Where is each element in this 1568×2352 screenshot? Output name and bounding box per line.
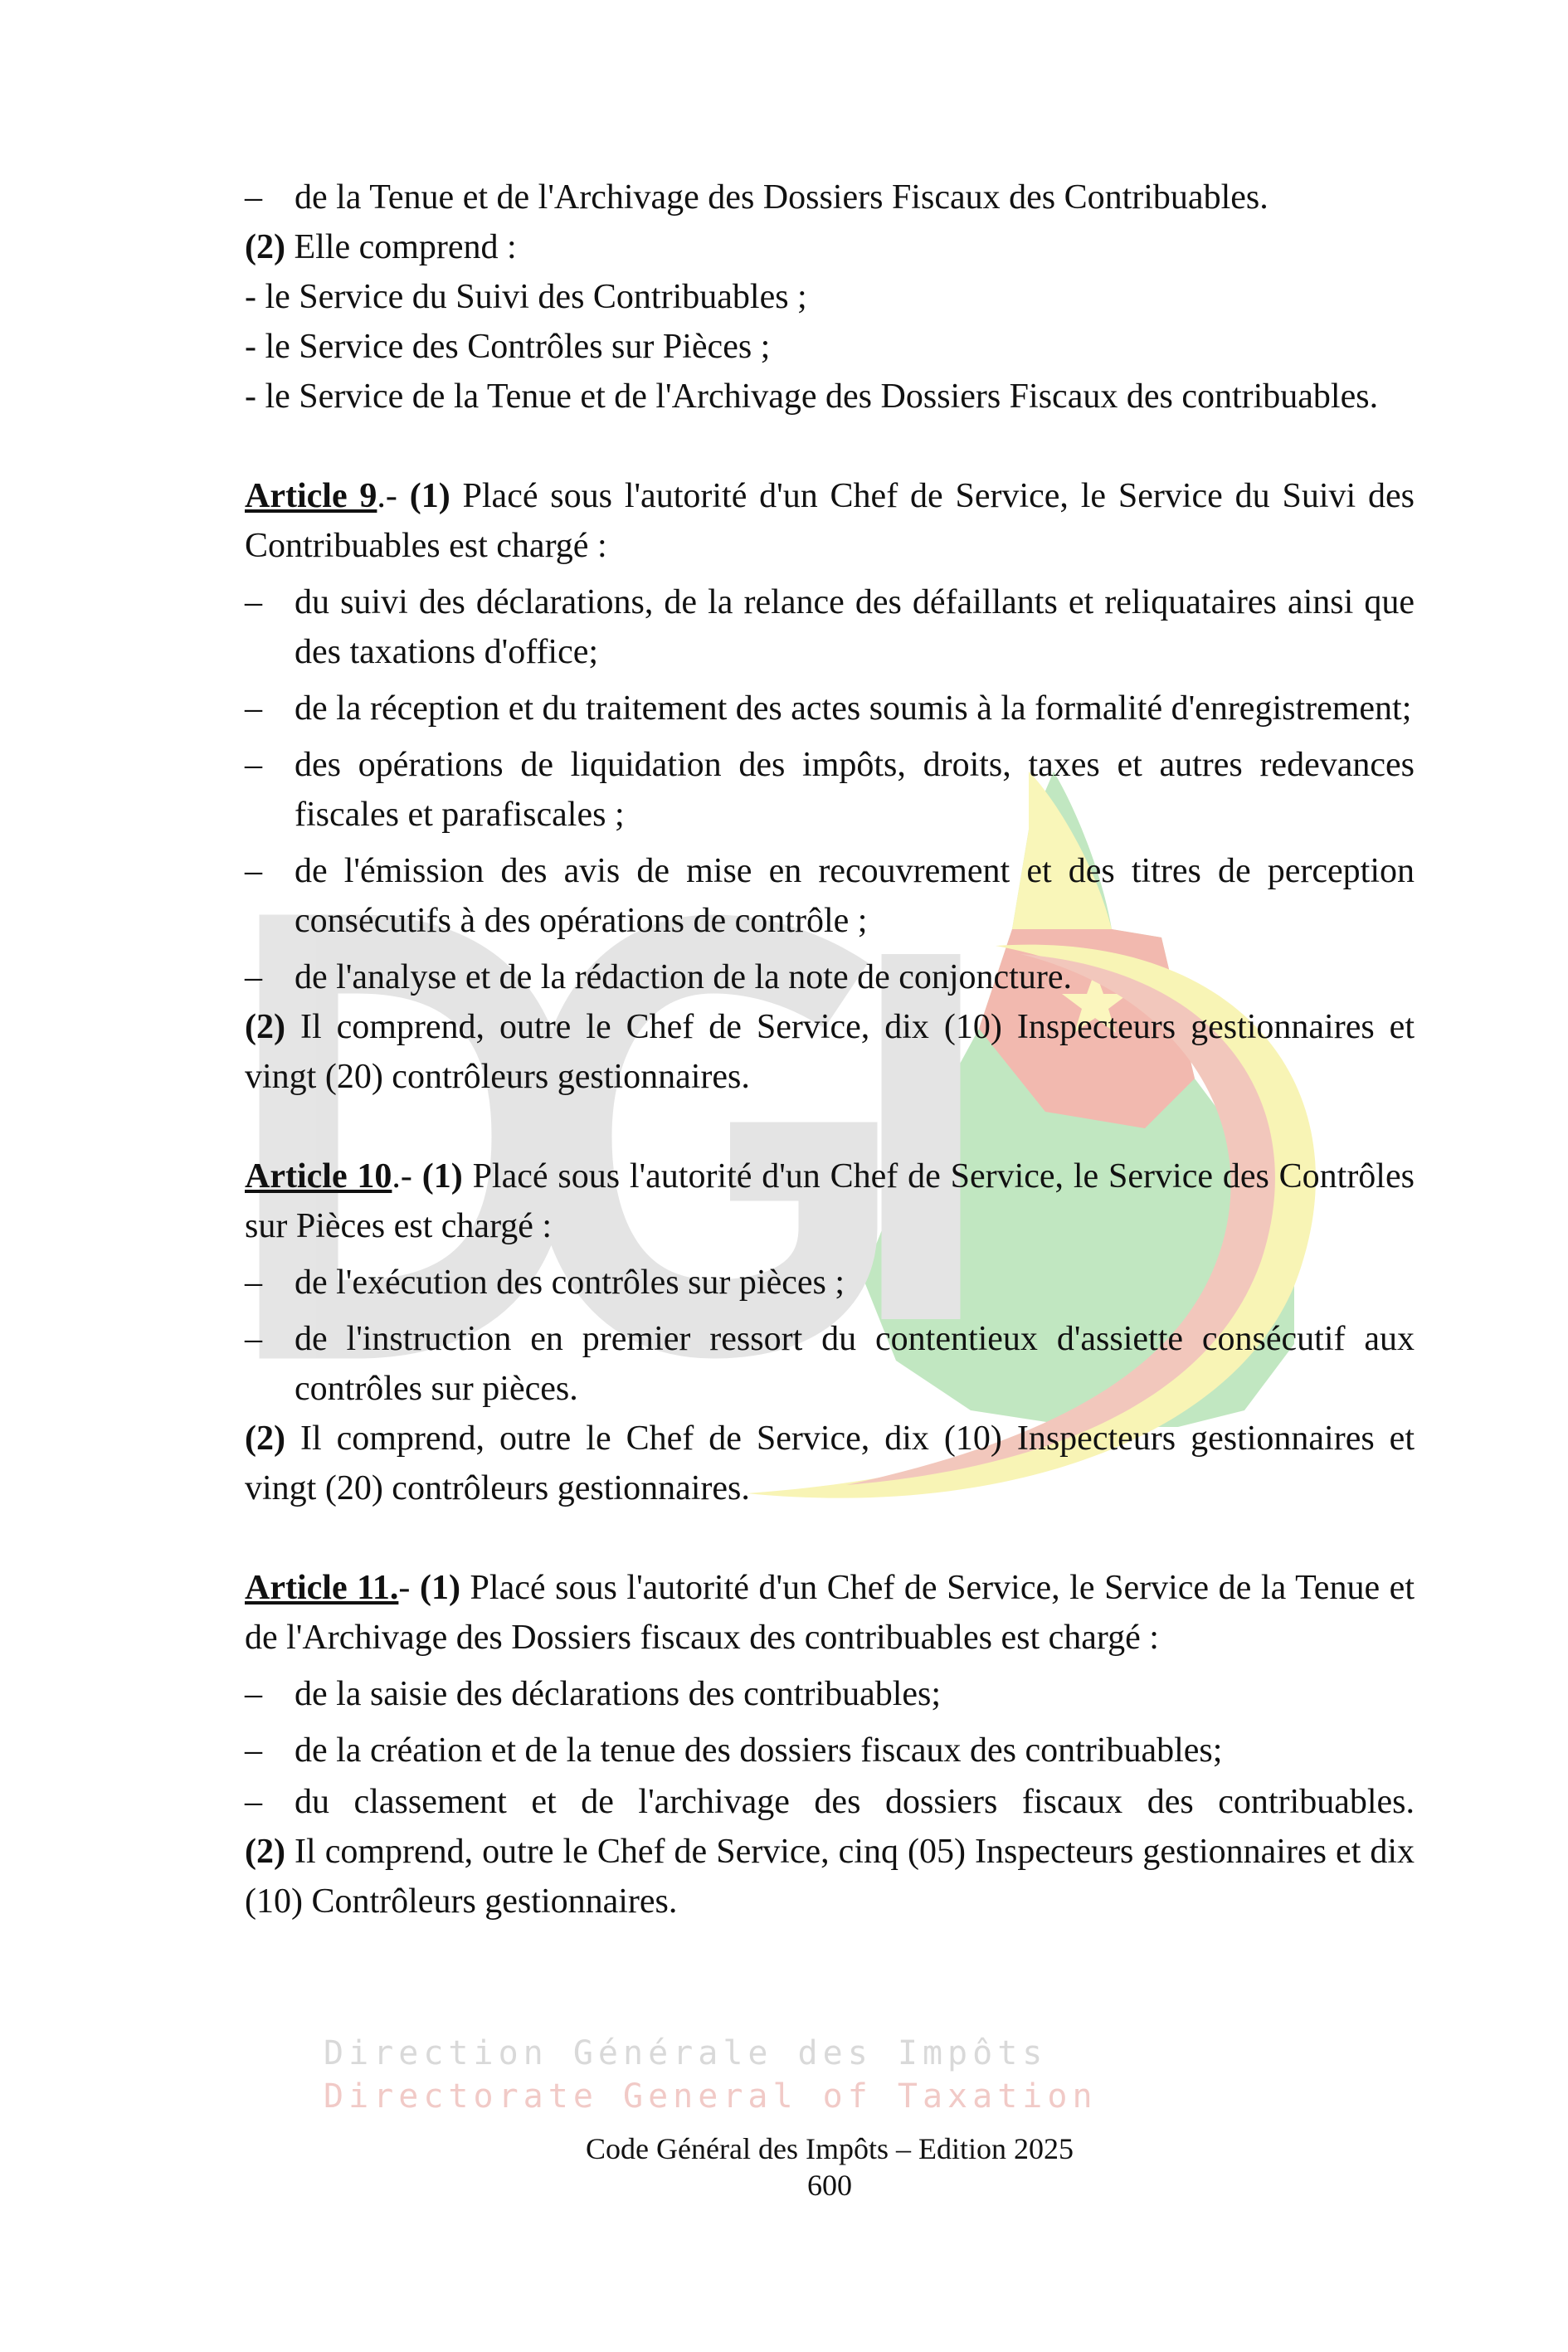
bullet-item: – de la création et de la tenue des dossiers fiscaux des contribuables; (245, 1726, 1415, 1775)
page-footer (245, 2130, 1415, 2203)
bullet-item: – du classement et de l'archivage des dossiers fiscaux des contribuables. (245, 1777, 1415, 1827)
bullet-item: – de l'instruction en premier ressort du contentieux d'assiette consécutif aux contrôles sur pièces. (245, 1314, 1415, 1414)
article-10-intro: Article 10.- (1) Placé sous l'autorité d'un Chef de Service, le Service des Contrôles sur Pièces est chargé : (245, 1157, 1415, 1245)
paragraph-number: (1) (421, 1157, 463, 1195)
bullet-item: – de l'émission des avis de mise en recouvrement et des titres de perception consécutifs à des opérations de contrôle ; (245, 846, 1415, 946)
article-9-intro: Article 9.- (1) Placé sous l'autorité d'un Chef de Service, le Service du Suivi des Contribuables est chargé : (245, 477, 1415, 565)
footer-title: Code Général des Impôts – Edition 2025 (586, 2132, 1074, 2165)
article-intro-text: Placé sous l'autorité d'un Chef de Service, le Service de la Tenue et de l'Archivage des Dossiers fiscaux des contribuables est chargé : (245, 1569, 1415, 1657)
dash-bullet-icon: – (245, 178, 262, 217)
dash-bullet-icon: – (245, 1675, 262, 1713)
dash-bullet-icon: – (245, 1731, 262, 1770)
bullet-item: – de l'exécution des contrôles sur pièces ; (245, 1258, 1415, 1307)
dash-bullet-icon: – (245, 1264, 262, 1302)
paragraph-number: (2) (245, 1833, 285, 1871)
dash-bullet-icon: – (245, 746, 262, 784)
service-item: - le Service des Contrôles sur Pièces ; (245, 328, 771, 366)
paragraph-number: (1) (409, 477, 450, 515)
dash-bullet-icon: – (245, 1783, 262, 1821)
service-item: - le Service du Suivi des Contribuables ; (245, 278, 807, 316)
paragraph-number: (2) (245, 1008, 285, 1046)
watermark-line1: Direction Générale des Impôts (324, 2034, 1048, 2072)
bullet-item: – de la réception et du traitement des actes soumis à la formalité d'enregistrement; (245, 684, 1415, 733)
paragraph-2 (245, 222, 1415, 272)
dash-bullet-icon: – (245, 583, 262, 621)
article-title: Article 9 (245, 477, 377, 515)
page-number: 600 (807, 2169, 852, 2202)
dash-bullet-icon: – (245, 852, 262, 890)
watermark-line2: Directorate General of Taxation (324, 2077, 1098, 2116)
service-item: - le Service de la Tenue et de l'Archivage des Dossiers Fiscaux des contribuables. (245, 377, 1379, 416)
article-intro-text: Placé sous l'autorité d'un Chef de Service, le Service du Suivi des Contribuables est chargé : (245, 477, 1415, 565)
article-title: Article 11. (245, 1569, 399, 1607)
bullet-item: – de l'analyse et de la rédaction de la note de conjoncture. (245, 952, 1415, 1002)
dash-bullet-icon: – (245, 689, 262, 728)
article-title: Article 10 (245, 1157, 392, 1195)
dash-bullet-icon: – (245, 1320, 262, 1358)
article-staff: (2) Il comprend, outre le Chef de Service, dix (10) Inspecteurs gestionnaires et vingt (20) contrôleurs gestionnaires. (245, 1419, 1415, 1507)
article-staff: (2) Il comprend, outre le Chef de Service, dix (10) Inspecteurs gestionnaires et vingt (20) contrôleurs gestionnaires. (245, 1008, 1415, 1096)
dash-bullet-icon: – (245, 958, 262, 996)
document-body (245, 166, 1415, 1926)
paragraph-text: Elle comprend : (285, 228, 517, 266)
bullet-item: – de la saisie des déclarations des contribuables; (245, 1669, 1415, 1719)
paragraph-number: (2) (245, 1419, 285, 1458)
bullet-item: – du suivi des déclarations, de la relance des défaillants et reliquataires ainsi que des taxations d'office; (245, 577, 1415, 677)
paragraph-number: (2) (245, 228, 285, 266)
article-staff: (2) Il comprend, outre le Chef de Service, cinq (05) Inspecteurs gestionnaires et dix (10) Contrôleurs gestionnaires. (245, 1833, 1415, 1921)
article-11-intro: Article 11.- (1) Placé sous l'autorité d'un Chef de Service, le Service de la Tenue et de l'Archivage des Dossiers fiscaux des contribuables est chargé : (245, 1569, 1415, 1657)
bullet-item (245, 173, 1415, 222)
bullet-text: de la Tenue et de l'Archivage des Dossiers Fiscaux des Contribuables. (295, 178, 1269, 217)
article-intro-text: Placé sous l'autorité d'un Chef de Service, le Service des Contrôles sur Pièces est chargé : (245, 1157, 1415, 1245)
paragraph-number: (1) (419, 1569, 460, 1607)
bullet-item: – des opérations de liquidation des impôts, droits, taxes et autres redevances fiscales et parafiscales ; (245, 740, 1415, 840)
